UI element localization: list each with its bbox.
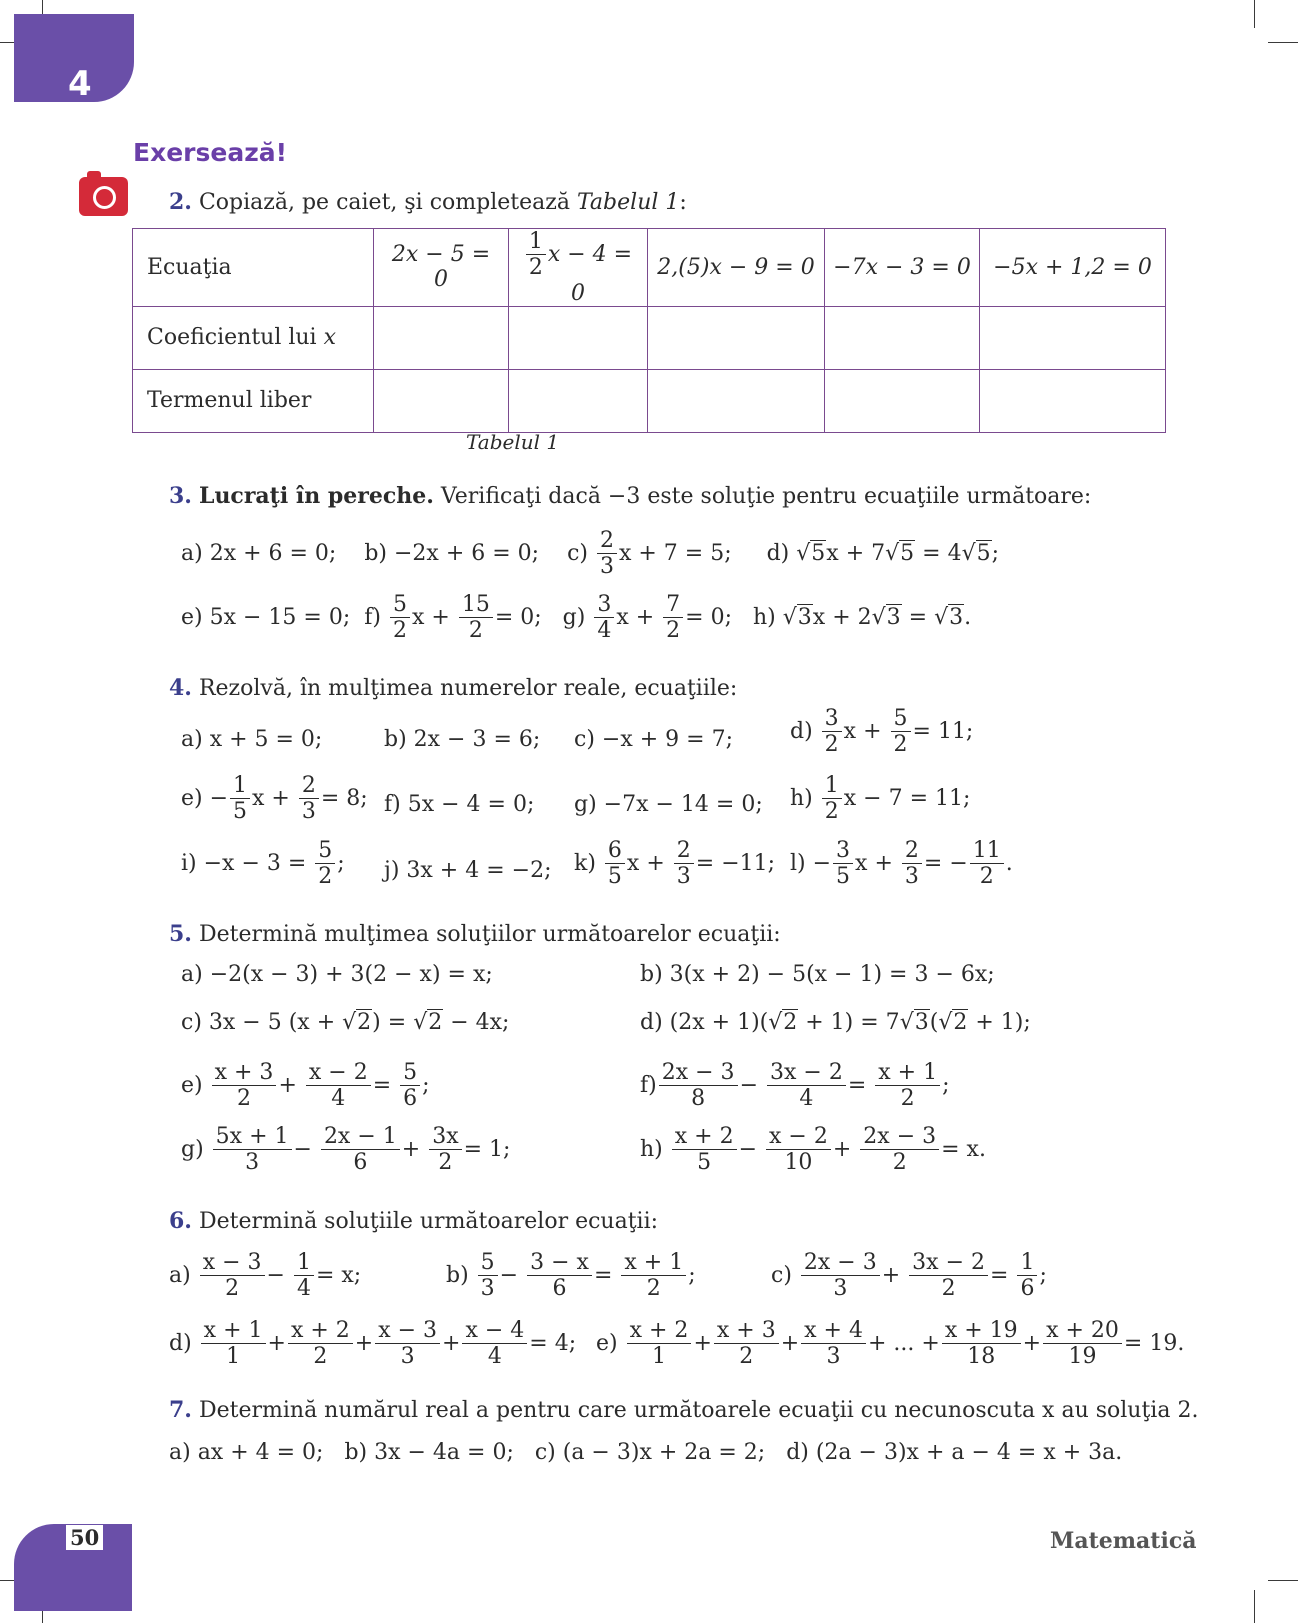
item-label: i) −x − 3 = [181,850,307,876]
item-tail: x − 7 = 11; [843,785,971,811]
ex4-item-a: a) x + 5 = 0; [181,727,323,752]
exercise-text: : [679,190,687,215]
item-tail: = 19. [1123,1330,1185,1356]
item-end: ; [688,1262,696,1288]
item-op: = [372,1072,392,1098]
item-part: + 1) = 7 [798,1010,900,1035]
exercise-text: Copiază, pe caiet, şi completează [198,190,577,215]
table-cell [825,306,980,369]
item-part: + 1); [968,1010,1031,1035]
item-tail: ; [337,850,345,876]
row-label [133,306,374,369]
exercise-7-prompt [169,1397,1198,1423]
item-op: = [990,1262,1009,1288]
ex4-item-i: i) −x − 3 = $\frac{5}{2}$ ; [181,838,345,890]
item-part: ) = [372,1010,414,1035]
chapter-number: 4 [68,64,92,104]
item-end: . [1005,850,1013,876]
ex6-item-c: c) $\frac{2x - 3}{3}$ + $\frac{3x - 2}{2}$ = $\frac{1}{6}$ ; [771,1250,1047,1302]
item-d: x + 7 [826,540,886,566]
item-b: b) −2x + 6 = 0; [364,540,540,566]
ex4-item-e: e) − $\frac{1}{5}$ x + $\frac{2}{3}$ = 8; [181,773,368,825]
item-op: + [881,1262,901,1288]
item-f-label: f) [364,604,381,630]
ex5-item-c: c) 3x − 5 (x + √2) = √2 − 4x; [181,1010,510,1035]
fraction-denominator: 2 [528,255,543,281]
table-cell [648,306,825,369]
item-d-last: ; [991,540,1000,566]
exercise-number: 3. [169,483,192,509]
item-tail: = −11; [695,850,776,876]
exercise-number: 7. [169,1397,192,1423]
ex5-item-g: g) $\frac{5x + 1}{3}$ − $\frac{2x - 1}{6}$ + $\frac{3x}{2}$ = 1; [181,1124,511,1176]
exercise-text: Determină soluţiile următoarelor ecuaţii: [198,1209,659,1234]
item-end: ; [422,1072,430,1098]
exercise-3-prompt [169,483,1091,509]
item-dots: + ... + [867,1330,940,1356]
equation-table [132,228,1166,433]
item-part: c) 3x − 5 [181,1010,289,1035]
item-op: + [278,1072,297,1098]
table-reference: Tabelul 1 [576,190,680,215]
ex5-item-e: e) $\frac{x + 3}{2}$ + $\frac{x - 2}{4}$ = $\frac{5}{6}$ ; [181,1060,430,1112]
ex5-item-h: h) $\frac{x + 2}{5}$ − $\frac{x - 2}{10}$ + $\frac{2x - 3}{2}$ = x. [640,1124,986,1176]
camera-icon [79,177,128,216]
item-h-tail: x + 2 [812,604,872,630]
crop-mark [1254,0,1255,28]
item-op: − [293,1136,312,1162]
table-row [133,229,1166,307]
item-part: (x + [288,1010,343,1035]
page-number: 50 [66,1525,103,1550]
item-tail: = 11; [912,718,974,744]
fraction-numerator: 1 [526,229,546,255]
table-caption: Tabelul 1 [466,430,560,454]
ex4-item-b: b) 2x − 3 = 6; [384,727,541,752]
table-row [133,369,1166,432]
ex4-item-j: j) 3x + 4 = −2; [384,858,552,883]
item-tail: = 8; [320,785,368,811]
ex5-item-f: f) $\frac{2x - 3}{8}$ − $\frac{3x - 2}{4}$ = $\frac{x + 1}{2}$ ; [640,1060,950,1112]
item-op: − [738,1136,758,1162]
exercise-5-prompt [169,921,781,947]
exercise-3-row-1: a) 2x + 6 = 0; b) −2x + 6 = 0; c) $\frac{2}{3}$ x + 7 = 5; d) √5x + 7√5 = 4√5; [181,528,1000,580]
item-g-mid: x + [616,604,655,630]
item-c: x + 7 = 5; [618,540,732,566]
item-label: b) [446,1262,469,1288]
exercise-text: Verificaţi dacă −3 este soluţie pentru ecuaţiile următoare: [433,484,1092,509]
item-g-tail: = 0; [685,604,733,630]
item-op: + [832,1136,852,1162]
ex6-item-d: d) $\frac{x + 1}{1}$ + $\frac{x + 2}{2}$ + $\frac{x - 3}{3}$ + $\frac{x - 4}{4}$ = 4; [169,1318,577,1370]
item-part: ( [929,1010,939,1035]
exercise-bold-text: Lucraţi în pereche. [198,483,434,509]
table-cell [825,369,980,432]
ex4-item-g: g) −7x − 14 = 0; [574,792,763,817]
item-op: − [266,1262,285,1288]
table-cell: 2x − 5 = 0 [374,229,509,307]
ex6-item-a: a) $\frac{x - 3}{2}$ − $\frac{1}{4}$ = x; [169,1250,362,1302]
ex4-item-f: f) 5x − 4 = 0; [384,792,535,817]
item-label: f) [640,1072,657,1098]
item-tail: = 1; [463,1136,511,1162]
table-cell: −7x − 3 = 0 [825,229,980,307]
item-label: l) − [790,850,832,876]
item-label: d) [169,1330,192,1356]
exercise-number: 5. [169,921,192,947]
table-row [133,306,1166,369]
ex6-item-b: b) $\frac{5}{3}$ − $\frac{3 - x}{6}$ = $\frac{x + 1}{2}$ ; [446,1250,696,1302]
item-g-label: g) [562,604,586,630]
item-label: h) [790,785,813,811]
row-label: Termenul liber [133,369,374,432]
item-h-end: = [901,604,935,630]
item-h-last: . [964,604,972,630]
item-tail: = x; [315,1262,362,1288]
table-cell [374,369,509,432]
item-label: c) [771,1262,792,1288]
table-cell [509,306,648,369]
table-cell: −5x + 1,2 = 0 [980,229,1166,307]
variable: x [323,325,337,351]
item-a: a) 2x + 6 = 0; [181,540,337,566]
ex4-item-h: h) $\frac{1}{2}$ x − 7 = 11; [790,773,971,825]
exercise-4-prompt [169,675,737,701]
exercise-number: 4. [169,675,192,701]
equation-text: x − 4 = 0 [547,241,633,306]
ex5-item-d: d) (2x + 1)(√2 + 1) = 7√3(√2 + 1); [640,1010,1031,1035]
table-cell [509,369,648,432]
table-cell [980,369,1166,432]
row-label-text: Coeficientul lui [147,325,324,351]
item-label: h) [640,1136,663,1162]
item-part: d) (2x + 1)( [640,1010,769,1035]
exercise-3-row-2: e) 5x − 15 = 0; f) $\frac{5}{2}$ x + $\frac{15}{2}$ = 0; g) $\frac{3}{4}$ x + $\frac{7}{2}$ = 0; h) √3x + 2√3 = √3. [181,592,972,644]
ex4-item-d: d) $\frac{3}{2}$ x + $\frac{5}{2}$ = 11; [790,706,974,758]
ex5-item-b: b) 3(x + 2) − 5(x − 1) = 3 − 6x; [640,962,995,987]
exercise-number: 2. [169,189,192,215]
item-d-end: = 4 [915,540,962,566]
item-op: − [499,1262,519,1288]
exercise-2-prompt [169,189,687,215]
item-mid: x + [626,850,665,876]
item-end: ; [1039,1262,1047,1288]
ex4-item-k: k) $\frac{6}{5}$ x + $\frac{2}{3}$ = −11; [574,838,776,890]
camera-lens-icon [93,186,116,209]
row-label: Ecuaţia [133,229,374,307]
item-f-tail: = 0; [494,604,542,630]
item-part: − 4x; [443,1010,510,1035]
crop-mark [1254,1590,1255,1623]
item-label: e) − [181,785,229,811]
item-label: a) [169,1262,191,1288]
ex7-items: a) ax + 4 = 0; b) 3x − 4a = 0; c) (a − 3)x + 2a = 2; d) (2a − 3)x + a − 4 = x + 3a. [169,1440,1123,1465]
exercise-number: 6. [169,1208,192,1234]
item-mid: x + [843,718,882,744]
section-title: Exersează! [133,138,288,167]
item-tail: = 4; [529,1330,577,1356]
item-c-label: c) [567,540,588,566]
item-e: e) 5x − 15 = 0; [181,604,351,630]
item-tail: = − [923,850,968,876]
item-f-mid: x + [411,604,450,630]
ex5-item-a: a) −2(x − 3) + 3(2 − x) = x; [181,962,493,987]
exercise-text: Determină numărul real a pentru care următoarele ecuaţii cu necunoscuta x au soluţia 2. [198,1398,1199,1423]
item-label: e) [181,1072,203,1098]
table-cell [509,229,648,307]
item-end: ; [942,1072,950,1098]
crop-mark [1268,1580,1298,1581]
exercise-6-prompt [169,1208,658,1234]
ex6-item-e: e) $\frac{x + 2}{1}$ + $\frac{x + 3}{2}$ + $\frac{x + 4}{3}$ + ... + $\frac{x + 19}{18}$ + $\frac{x + 20}{19}$ = 19. [596,1318,1185,1370]
item-op: = [847,1072,867,1098]
item-d-label: d) [766,540,790,566]
item-label: d) [790,718,813,744]
item-op: = [593,1262,613,1288]
table-cell: 2,(5)x − 9 = 0 [648,229,825,307]
exercise-text: Rezolvă, în mulţimea numerelor reale, ecuaţiile: [198,676,738,701]
subject-label: Matematică [1050,1528,1197,1554]
item-mid: x + [252,785,290,811]
table-cell [980,306,1166,369]
item-op: + [401,1136,421,1162]
item-label: e) [596,1330,618,1356]
table-cell [374,306,509,369]
ex4-item-l: l) − $\frac{3}{5}$ x + $\frac{2}{3}$ = − $\frac{11}{2}$ . [790,838,1013,890]
item-mid: x + [855,850,893,876]
table-cell [648,369,825,432]
item-label: g) [181,1136,204,1162]
item-op: − [739,1072,758,1098]
exercise-text: Determină mulţimea soluţiilor următoarelor ecuaţii: [198,922,781,947]
ex4-item-c: c) −x + 9 = 7; [574,727,733,752]
item-tail: = x. [941,1136,986,1162]
crop-mark [1268,42,1298,43]
item-h-label: h) [753,604,776,630]
item-label: k) [574,850,596,876]
